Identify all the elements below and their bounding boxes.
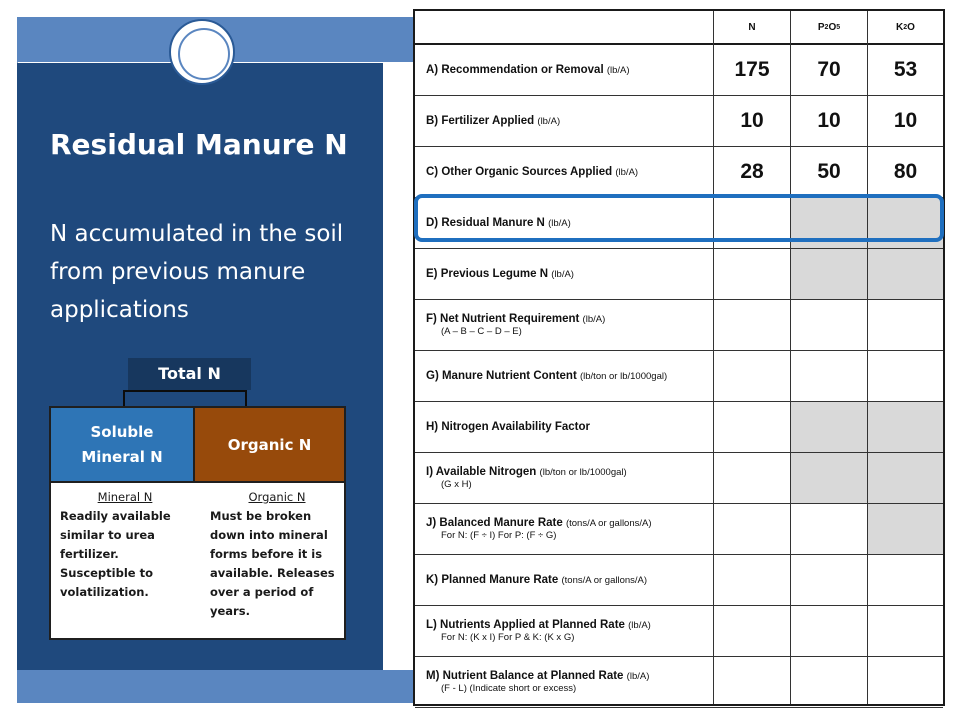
header-k-main: K — [896, 21, 904, 33]
cell-n[interactable] — [714, 351, 790, 401]
cell-k[interactable] — [868, 504, 943, 554]
row-label — [426, 606, 712, 656]
row-label — [426, 147, 712, 197]
row-d-highlight — [414, 194, 944, 242]
cell-n[interactable]: 28 — [740, 160, 764, 183]
row-label-unit: (lb/A) — [615, 167, 639, 178]
cell-k[interactable] — [868, 402, 943, 452]
row-label-unit: (lb/A) — [551, 269, 574, 280]
cell-p[interactable] — [791, 300, 867, 350]
column-divider — [867, 11, 868, 704]
row-label-unit: (lb/ton or lb/1000gal) — [539, 467, 627, 478]
table-row — [415, 351, 943, 402]
row-label-unit: (tons/A or gallons/A) — [561, 575, 648, 586]
cell-n[interactable] — [714, 504, 790, 554]
cell-k[interactable]: 10 — [893, 109, 918, 132]
cell-k[interactable] — [868, 300, 943, 350]
row-label-unit: (lb/A) — [606, 65, 630, 76]
nitrogen-diagram — [49, 406, 346, 640]
row-label — [426, 351, 712, 401]
row-label-unit: (lb/A) — [548, 218, 571, 229]
row-label-main: I) Available Nitrogen — [426, 466, 537, 478]
cell-n[interactable]: 175 — [734, 58, 770, 81]
row-label — [426, 45, 712, 95]
organic-n-heading: Organic N — [248, 490, 306, 504]
mineral-n-description — [60, 488, 190, 602]
table-row — [415, 300, 943, 351]
cell-k[interactable]: 53 — [893, 58, 918, 81]
row-label-main: D) Residual Manure N — [426, 217, 545, 229]
slide-title: Residual Manure N — [50, 128, 348, 161]
table-row — [415, 249, 943, 300]
row-label-unit: (lb/A) — [628, 620, 651, 631]
row-label — [426, 300, 712, 350]
header-n: N — [748, 21, 756, 33]
cell-n[interactable] — [714, 402, 790, 452]
cell-n[interactable]: 10 — [740, 109, 764, 132]
header-k-end: O — [907, 21, 915, 33]
row-formula: For N: (F ÷ I) For P: (F ÷ G) — [441, 530, 557, 541]
column-divider — [790, 11, 791, 704]
row-label-main: A) Recommendation or Removal — [426, 64, 604, 76]
bottom-accent-strip — [17, 670, 413, 703]
table-row — [415, 453, 943, 504]
table-row — [415, 606, 943, 657]
mineral-n-text: Readily available similar to urea fertilizer. Susceptible to volatilization. — [60, 509, 171, 599]
row-label-main: B) Fertilizer Applied — [426, 115, 535, 127]
row-label-main: C) Other Organic Sources Applied — [426, 166, 613, 178]
organic-n-text: Must be broken down into mineral forms before it is available. Releases over a period of years. — [210, 509, 335, 618]
row-label — [426, 504, 712, 554]
cell-n[interactable] — [714, 606, 790, 656]
cell-p[interactable] — [791, 351, 867, 401]
table-row — [415, 504, 943, 555]
row-label-main: J) Balanced Manure Rate — [426, 517, 563, 529]
nutrient-worksheet-table — [413, 9, 945, 706]
row-label-main: M) Nutrient Balance at Planned Rate — [426, 670, 624, 682]
table-header-row — [415, 11, 943, 45]
row-formula: (G x H) — [441, 479, 472, 490]
organic-n-box: Organic N — [195, 408, 344, 483]
row-label-main: E) Previous Legume N — [426, 268, 549, 280]
organic-n-description — [210, 488, 344, 621]
circle-ornament-icon — [169, 19, 235, 85]
cell-n[interactable] — [714, 249, 790, 299]
row-label-main: H) Nitrogen Availability Factor — [426, 421, 591, 433]
cell-p[interactable] — [791, 249, 867, 299]
header-p-sub1: 2 — [824, 23, 829, 31]
row-label-unit: (tons/A or gallons/A) — [565, 518, 652, 529]
row-label-unit: (lb/A) — [537, 116, 561, 127]
cell-p[interactable]: 70 — [817, 58, 841, 81]
cell-p[interactable]: 10 — [817, 109, 841, 132]
cell-n[interactable] — [714, 300, 790, 350]
row-formula: (F - L) (Indicate short or excess) — [441, 683, 577, 694]
cell-p[interactable] — [791, 606, 867, 656]
cell-n[interactable] — [714, 657, 790, 707]
header-k2o — [868, 11, 943, 43]
row-label — [426, 657, 712, 707]
cell-p[interactable] — [791, 657, 867, 707]
merged-cell[interactable] — [713, 555, 943, 605]
cell-k[interactable] — [868, 453, 943, 503]
cell-k[interactable] — [868, 606, 943, 656]
slide-subtitle: N accumulated in the soil from previous manure applications — [50, 221, 344, 323]
cell-p[interactable] — [791, 402, 867, 452]
table-row — [415, 402, 943, 453]
cell-p[interactable]: 50 — [817, 160, 841, 183]
cell-p[interactable] — [791, 453, 867, 503]
header-k-sub: 2 — [903, 23, 908, 31]
table-row — [415, 657, 943, 708]
table-row — [415, 147, 943, 198]
row-label — [426, 402, 712, 452]
header-p2o5 — [791, 11, 867, 43]
row-label-main: F) Net Nutrient Requirement — [426, 313, 580, 325]
row-formula: (A – B – C – D – E) — [441, 326, 522, 337]
header-p-mid: O — [828, 21, 837, 33]
table-row — [415, 45, 943, 96]
row-label-main: G) Manure Nutrient Content — [426, 370, 577, 382]
table-row — [415, 555, 943, 606]
row-formula: For N: (K x I) For P & K: (K x G) — [441, 632, 575, 643]
cell-n[interactable] — [714, 453, 790, 503]
row-label-unit: (lb/ton or lb/1000gal) — [579, 371, 668, 382]
row-label-unit: (lb/A) — [626, 671, 650, 682]
table-row — [415, 96, 943, 147]
row-label-main: K) Planned Manure Rate — [426, 574, 559, 586]
row-label — [426, 453, 712, 503]
row-label — [426, 96, 712, 146]
header-p-sub2: 5 — [836, 23, 841, 31]
cell-p[interactable] — [791, 504, 867, 554]
row-label — [426, 555, 712, 605]
row-label-unit: (lb/A) — [582, 314, 606, 325]
column-divider — [713, 11, 714, 704]
header-p-main: P — [817, 21, 825, 33]
mineral-n-heading: Mineral N — [97, 490, 153, 504]
cell-k[interactable] — [868, 351, 943, 401]
cell-k[interactable] — [868, 249, 943, 299]
soluble-mineral-n-label: Soluble Mineral N — [81, 422, 163, 466]
row-label-main: L) Nutrients Applied at Planned Rate — [426, 619, 625, 631]
cell-k[interactable]: 80 — [893, 160, 918, 183]
soluble-mineral-n-box — [51, 408, 195, 483]
total-n-bracket — [123, 390, 247, 407]
cell-k[interactable] — [868, 657, 943, 707]
row-label — [426, 249, 712, 299]
total-n-box: Total N — [128, 358, 251, 390]
